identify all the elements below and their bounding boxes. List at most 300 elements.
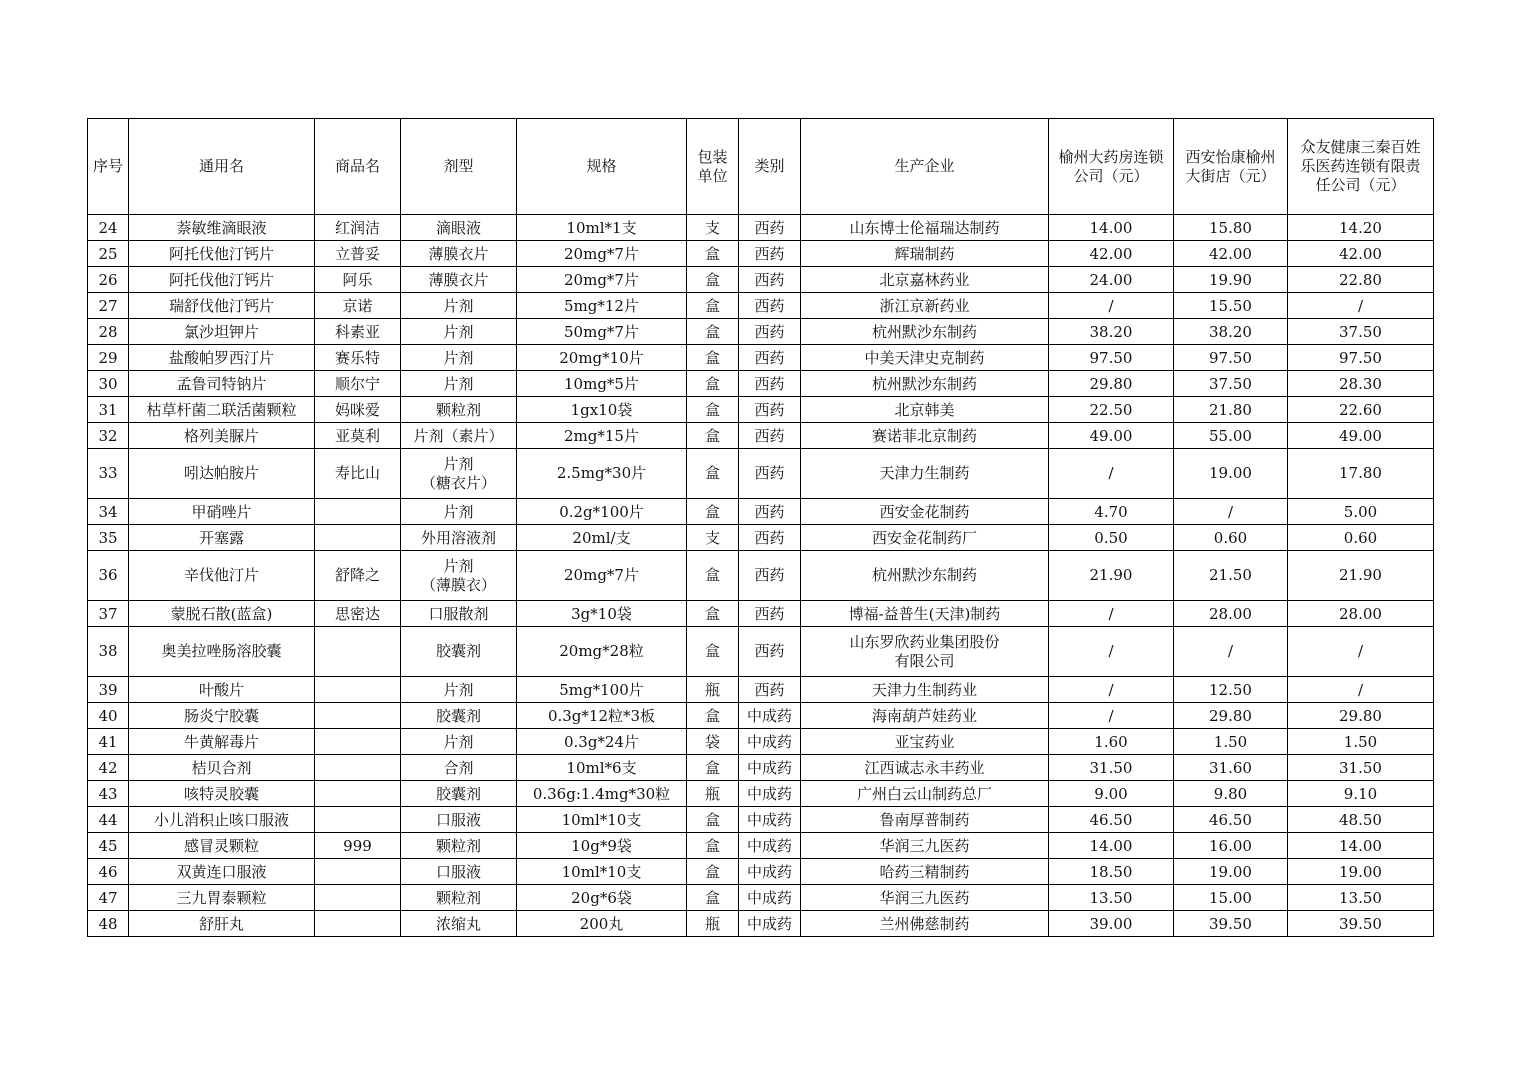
price-store-2: 19.00 (1174, 859, 1288, 885)
price-store-2: 38.20 (1174, 319, 1288, 345)
drug-category: 西药 (739, 677, 801, 703)
row-number: 27 (88, 293, 129, 319)
generic-name: 枯草杆菌二联活菌颗粒 (129, 397, 315, 423)
price-store-2: 19.00 (1174, 449, 1288, 499)
price-store-3: 28.30 (1288, 371, 1434, 397)
generic-name: 咳特灵胶囊 (129, 781, 315, 807)
col-header-category: 类别 (739, 119, 801, 215)
price-store-1: 18.50 (1049, 859, 1174, 885)
brand-name: 思密达 (315, 601, 401, 627)
drug-category: 西药 (739, 267, 801, 293)
price-store-1: 42.00 (1049, 241, 1174, 267)
pack-unit: 支 (687, 525, 739, 551)
brand-name: 科素亚 (315, 319, 401, 345)
pack-unit: 瓶 (687, 781, 739, 807)
specification: 5mg*12片 (517, 293, 687, 319)
table-row (88, 627, 1434, 677)
dosage-form: 片剂 (401, 499, 517, 525)
specification: 10mg*5片 (517, 371, 687, 397)
generic-name: 牛黄解毒片 (129, 729, 315, 755)
dosage-form: 胶囊剂 (401, 781, 517, 807)
price-store-2: 15.80 (1174, 215, 1288, 241)
drug-category: 中成药 (739, 859, 801, 885)
generic-name: 孟鲁司特钠片 (129, 371, 315, 397)
table-row (88, 601, 1434, 627)
price-store-3: 19.00 (1288, 859, 1434, 885)
price-store-3: 13.50 (1288, 885, 1434, 911)
drug-category: 西药 (739, 241, 801, 267)
col-header-manufacturer: 生产企业 (801, 119, 1049, 215)
pack-unit: 盒 (687, 859, 739, 885)
price-store-3: 97.50 (1288, 345, 1434, 371)
drug-category: 西药 (739, 293, 801, 319)
pack-unit: 盒 (687, 423, 739, 449)
price-store-3: 37.50 (1288, 319, 1434, 345)
price-store-2: 0.60 (1174, 525, 1288, 551)
header-row (88, 119, 1434, 215)
generic-name: 辛伐他汀片 (129, 551, 315, 601)
price-store-2: 12.50 (1174, 677, 1288, 703)
manufacturer: 山东博士伦福瑞达制药 (801, 215, 1049, 241)
dosage-form: 胶囊剂 (401, 703, 517, 729)
pack-unit: 盒 (687, 267, 739, 293)
drug-category: 中成药 (739, 833, 801, 859)
price-store-1: 13.50 (1049, 885, 1174, 911)
generic-name: 瑞舒伐他汀钙片 (129, 293, 315, 319)
price-store-2: 15.50 (1174, 293, 1288, 319)
manufacturer: 西安金花制药 (801, 499, 1049, 525)
generic-name: 奥美拉唑肠溶胶囊 (129, 627, 315, 677)
price-store-2: 46.50 (1174, 807, 1288, 833)
brand-name (315, 807, 401, 833)
drug-category: 西药 (739, 627, 801, 677)
price-store-1: 14.00 (1049, 833, 1174, 859)
row-number: 37 (88, 601, 129, 627)
specification: 20ml/支 (517, 525, 687, 551)
brand-name: 999 (315, 833, 401, 859)
dosage-form: 合剂 (401, 755, 517, 781)
price-store-2: 29.80 (1174, 703, 1288, 729)
col-header-dosage-form: 剂型 (401, 119, 517, 215)
price-store-1: 14.00 (1049, 215, 1174, 241)
brand-name (315, 627, 401, 677)
col-header-price-store-3: 众友健康三秦百姓 乐医药连锁有限责 任公司（元） (1288, 119, 1434, 215)
dosage-form: 片剂 (401, 293, 517, 319)
price-store-1: / (1049, 601, 1174, 627)
price-store-1: 97.50 (1049, 345, 1174, 371)
table-row (88, 215, 1434, 241)
brand-name (315, 729, 401, 755)
pack-unit: 盒 (687, 499, 739, 525)
table-row (88, 319, 1434, 345)
price-store-2: 28.00 (1174, 601, 1288, 627)
drug-category: 西药 (739, 371, 801, 397)
generic-name: 三九胃泰颗粒 (129, 885, 315, 911)
dosage-form: 颗粒剂 (401, 833, 517, 859)
table-row (88, 499, 1434, 525)
drug-category: 西药 (739, 499, 801, 525)
pack-unit: 盒 (687, 397, 739, 423)
price-store-3: 1.50 (1288, 729, 1434, 755)
generic-name: 阿托伐他汀钙片 (129, 241, 315, 267)
generic-name: 氯沙坦钾片 (129, 319, 315, 345)
manufacturer: 哈药三精制药 (801, 859, 1049, 885)
dosage-form: 薄膜衣片 (401, 241, 517, 267)
brand-name: 立普妥 (315, 241, 401, 267)
generic-name: 叶酸片 (129, 677, 315, 703)
manufacturer: 中美天津史克制药 (801, 345, 1049, 371)
dosage-form: 胶囊剂 (401, 627, 517, 677)
table-row (88, 267, 1434, 293)
dosage-form: 片剂 (401, 677, 517, 703)
price-store-1: / (1049, 703, 1174, 729)
row-number: 41 (88, 729, 129, 755)
price-store-3: 39.50 (1288, 911, 1434, 937)
drug-category: 西药 (739, 601, 801, 627)
price-store-2: 97.50 (1174, 345, 1288, 371)
price-store-3: / (1288, 293, 1434, 319)
price-store-3: 0.60 (1288, 525, 1434, 551)
drug-category: 中成药 (739, 703, 801, 729)
pack-unit: 盒 (687, 807, 739, 833)
row-number: 43 (88, 781, 129, 807)
pack-unit: 盒 (687, 833, 739, 859)
brand-name (315, 859, 401, 885)
dosage-form: 片剂 （糖衣片） (401, 449, 517, 499)
row-number: 40 (88, 703, 129, 729)
price-store-1: 46.50 (1049, 807, 1174, 833)
manufacturer: 博福-益普生(天津)制药 (801, 601, 1049, 627)
price-store-1: 0.50 (1049, 525, 1174, 551)
col-header-price-store-2: 西安怡康榆州 大街店（元） (1174, 119, 1288, 215)
manufacturer: 赛诺菲北京制药 (801, 423, 1049, 449)
price-store-1: / (1049, 677, 1174, 703)
specification: 10ml*6支 (517, 755, 687, 781)
row-number: 25 (88, 241, 129, 267)
dosage-form: 片剂 (401, 729, 517, 755)
specification: 0.3g*12粒*3板 (517, 703, 687, 729)
specification: 20mg*10片 (517, 345, 687, 371)
manufacturer: 兰州佛慈制药 (801, 911, 1049, 937)
price-store-2: 55.00 (1174, 423, 1288, 449)
row-number: 45 (88, 833, 129, 859)
col-header-pack-unit: 包装 单位 (687, 119, 739, 215)
price-store-2: 42.00 (1174, 241, 1288, 267)
dosage-form: 口服液 (401, 807, 517, 833)
pack-unit: 盒 (687, 241, 739, 267)
price-store-3: 31.50 (1288, 755, 1434, 781)
row-number: 28 (88, 319, 129, 345)
table-row (88, 807, 1434, 833)
price-store-2: 21.80 (1174, 397, 1288, 423)
price-store-1: / (1049, 293, 1174, 319)
price-store-3: 49.00 (1288, 423, 1434, 449)
specification: 200丸 (517, 911, 687, 937)
generic-name: 吲达帕胺片 (129, 449, 315, 499)
price-store-1: 49.00 (1049, 423, 1174, 449)
table-row (88, 859, 1434, 885)
pack-unit: 盒 (687, 345, 739, 371)
price-store-2: 9.80 (1174, 781, 1288, 807)
dosage-form: 浓缩丸 (401, 911, 517, 937)
col-header-price-store-1: 榆州大药房连锁 公司（元） (1049, 119, 1174, 215)
price-store-2: / (1174, 627, 1288, 677)
generic-name: 开塞露 (129, 525, 315, 551)
price-store-1: 1.60 (1049, 729, 1174, 755)
price-store-1: 22.50 (1049, 397, 1174, 423)
manufacturer: 北京嘉林药业 (801, 267, 1049, 293)
price-store-2: 1.50 (1174, 729, 1288, 755)
pack-unit: 盒 (687, 627, 739, 677)
generic-name: 格列美脲片 (129, 423, 315, 449)
manufacturer: 天津力生制药业 (801, 677, 1049, 703)
specification: 20g*6袋 (517, 885, 687, 911)
brand-name (315, 885, 401, 911)
price-store-3: / (1288, 627, 1434, 677)
generic-name: 萘敏维滴眼液 (129, 215, 315, 241)
specification: 20mg*28粒 (517, 627, 687, 677)
dosage-form: 片剂 (401, 371, 517, 397)
specification: 2mg*15片 (517, 423, 687, 449)
specification: 2.5mg*30片 (517, 449, 687, 499)
row-number: 39 (88, 677, 129, 703)
pack-unit: 盒 (687, 601, 739, 627)
price-store-3: 14.00 (1288, 833, 1434, 859)
table-row (88, 703, 1434, 729)
dosage-form: 颗粒剂 (401, 885, 517, 911)
drug-category: 西药 (739, 319, 801, 345)
brand-name (315, 755, 401, 781)
generic-name: 甲硝唑片 (129, 499, 315, 525)
manufacturer: 杭州默沙东制药 (801, 551, 1049, 601)
manufacturer: 鲁南厚普制药 (801, 807, 1049, 833)
dosage-form: 片剂 (401, 319, 517, 345)
generic-name: 蒙脱石散(蓝盒) (129, 601, 315, 627)
table-row (88, 833, 1434, 859)
manufacturer: 天津力生制药 (801, 449, 1049, 499)
table-row (88, 345, 1434, 371)
pack-unit: 盒 (687, 293, 739, 319)
specification: 1gx10袋 (517, 397, 687, 423)
price-store-3: 9.10 (1288, 781, 1434, 807)
pack-unit: 盒 (687, 371, 739, 397)
manufacturer: 杭州默沙东制药 (801, 371, 1049, 397)
row-number: 26 (88, 267, 129, 293)
brand-name: 亚莫利 (315, 423, 401, 449)
drug-category: 中成药 (739, 807, 801, 833)
col-header-seq: 序号 (88, 119, 129, 215)
manufacturer: 辉瑞制药 (801, 241, 1049, 267)
drug-category: 西药 (739, 397, 801, 423)
pack-unit: 盒 (687, 319, 739, 345)
brand-name (315, 781, 401, 807)
drug-category: 西药 (739, 423, 801, 449)
generic-name: 肠炎宁胶囊 (129, 703, 315, 729)
price-store-1: 29.80 (1049, 371, 1174, 397)
drug-category: 西药 (739, 345, 801, 371)
price-store-2: / (1174, 499, 1288, 525)
specification: 10ml*10支 (517, 807, 687, 833)
generic-name: 舒肝丸 (129, 911, 315, 937)
dosage-form: 颗粒剂 (401, 397, 517, 423)
specification: 10ml*1支 (517, 215, 687, 241)
dosage-form: 片剂 (401, 345, 517, 371)
dosage-form: 滴眼液 (401, 215, 517, 241)
price-store-1: / (1049, 449, 1174, 499)
price-store-3: 14.20 (1288, 215, 1434, 241)
row-number: 42 (88, 755, 129, 781)
price-store-3: 17.80 (1288, 449, 1434, 499)
price-store-1: 24.00 (1049, 267, 1174, 293)
manufacturer: 山东罗欣药业集团股份 有限公司 (801, 627, 1049, 677)
price-store-2: 39.50 (1174, 911, 1288, 937)
price-store-1: 4.70 (1049, 499, 1174, 525)
price-store-3: 5.00 (1288, 499, 1434, 525)
row-number: 30 (88, 371, 129, 397)
specification: 0.2g*100片 (517, 499, 687, 525)
specification: 10ml*10支 (517, 859, 687, 885)
brand-name (315, 677, 401, 703)
manufacturer: 西安金花制药厂 (801, 525, 1049, 551)
manufacturer: 华润三九医药 (801, 833, 1049, 859)
row-number: 38 (88, 627, 129, 677)
generic-name: 阿托伐他汀钙片 (129, 267, 315, 293)
drug-category: 中成药 (739, 755, 801, 781)
specification: 3g*10袋 (517, 601, 687, 627)
specification: 5mg*100片 (517, 677, 687, 703)
price-store-1: 9.00 (1049, 781, 1174, 807)
manufacturer: 亚宝药业 (801, 729, 1049, 755)
price-store-3: 48.50 (1288, 807, 1434, 833)
manufacturer: 杭州默沙东制药 (801, 319, 1049, 345)
row-number: 35 (88, 525, 129, 551)
pack-unit: 袋 (687, 729, 739, 755)
table-row (88, 551, 1434, 601)
specification: 0.3g*24片 (517, 729, 687, 755)
price-store-3: 29.80 (1288, 703, 1434, 729)
brand-name: 寿比山 (315, 449, 401, 499)
table-row (88, 423, 1434, 449)
specification: 0.36g:1.4mg*30粒 (517, 781, 687, 807)
row-number: 24 (88, 215, 129, 241)
col-header-brand-name: 商品名 (315, 119, 401, 215)
specification: 50mg*7片 (517, 319, 687, 345)
brand-name: 妈咪爱 (315, 397, 401, 423)
dosage-form: 口服散剂 (401, 601, 517, 627)
row-number: 29 (88, 345, 129, 371)
price-store-2: 37.50 (1174, 371, 1288, 397)
price-store-2: 31.60 (1174, 755, 1288, 781)
dosage-form: 片剂（素片） (401, 423, 517, 449)
table-row (88, 755, 1434, 781)
specification: 20mg*7片 (517, 267, 687, 293)
row-number: 48 (88, 911, 129, 937)
price-store-3: 28.00 (1288, 601, 1434, 627)
table-row (88, 911, 1434, 937)
table-row (88, 525, 1434, 551)
row-number: 32 (88, 423, 129, 449)
row-number: 31 (88, 397, 129, 423)
pack-unit: 盒 (687, 449, 739, 499)
price-store-1: 31.50 (1049, 755, 1174, 781)
price-store-2: 19.90 (1174, 267, 1288, 293)
drug-category: 中成药 (739, 781, 801, 807)
table-row (88, 729, 1434, 755)
drug-category: 中成药 (739, 729, 801, 755)
manufacturer: 浙江京新药业 (801, 293, 1049, 319)
generic-name: 盐酸帕罗西汀片 (129, 345, 315, 371)
drug-category: 中成药 (739, 885, 801, 911)
price-store-2: 16.00 (1174, 833, 1288, 859)
generic-name: 双黄连口服液 (129, 859, 315, 885)
brand-name: 红润洁 (315, 215, 401, 241)
brand-name (315, 911, 401, 937)
drug-category: 西药 (739, 215, 801, 241)
drug-category: 中成药 (739, 911, 801, 937)
manufacturer: 江西诚志永丰药业 (801, 755, 1049, 781)
price-store-3: 21.90 (1288, 551, 1434, 601)
price-store-3: 22.80 (1288, 267, 1434, 293)
price-store-1: 39.00 (1049, 911, 1174, 937)
table-row (88, 885, 1434, 911)
row-number: 33 (88, 449, 129, 499)
generic-name: 桔贝合剂 (129, 755, 315, 781)
price-store-2: 21.50 (1174, 551, 1288, 601)
row-number: 44 (88, 807, 129, 833)
manufacturer: 华润三九医药 (801, 885, 1049, 911)
row-number: 47 (88, 885, 129, 911)
brand-name: 阿乐 (315, 267, 401, 293)
dosage-form: 片剂 （薄膜衣） (401, 551, 517, 601)
manufacturer: 北京韩美 (801, 397, 1049, 423)
brand-name: 赛乐特 (315, 345, 401, 371)
manufacturer: 海南葫芦娃药业 (801, 703, 1049, 729)
drug-category: 西药 (739, 551, 801, 601)
pack-unit: 盒 (687, 755, 739, 781)
table-row (88, 241, 1434, 267)
row-number: 34 (88, 499, 129, 525)
price-store-3: / (1288, 677, 1434, 703)
price-store-3: 42.00 (1288, 241, 1434, 267)
col-header-spec: 规格 (517, 119, 687, 215)
brand-name: 京诺 (315, 293, 401, 319)
price-store-1: 38.20 (1049, 319, 1174, 345)
specification: 20mg*7片 (517, 551, 687, 601)
generic-name: 感冒灵颗粒 (129, 833, 315, 859)
dosage-form: 口服液 (401, 859, 517, 885)
pack-unit: 盒 (687, 703, 739, 729)
price-store-2: 15.00 (1174, 885, 1288, 911)
col-header-generic-name: 通用名 (129, 119, 315, 215)
table-body (88, 215, 1434, 937)
table-row (88, 677, 1434, 703)
table-row (88, 781, 1434, 807)
brand-name (315, 499, 401, 525)
dosage-form: 外用溶液剂 (401, 525, 517, 551)
table-row (88, 449, 1434, 499)
price-store-3: 22.60 (1288, 397, 1434, 423)
brand-name (315, 525, 401, 551)
generic-name: 小儿消积止咳口服液 (129, 807, 315, 833)
table-row (88, 293, 1434, 319)
drug-category: 西药 (739, 525, 801, 551)
row-number: 46 (88, 859, 129, 885)
specification: 20mg*7片 (517, 241, 687, 267)
brand-name (315, 703, 401, 729)
brand-name: 舒降之 (315, 551, 401, 601)
drug-category: 西药 (739, 449, 801, 499)
drug-price-table (87, 118, 1434, 937)
